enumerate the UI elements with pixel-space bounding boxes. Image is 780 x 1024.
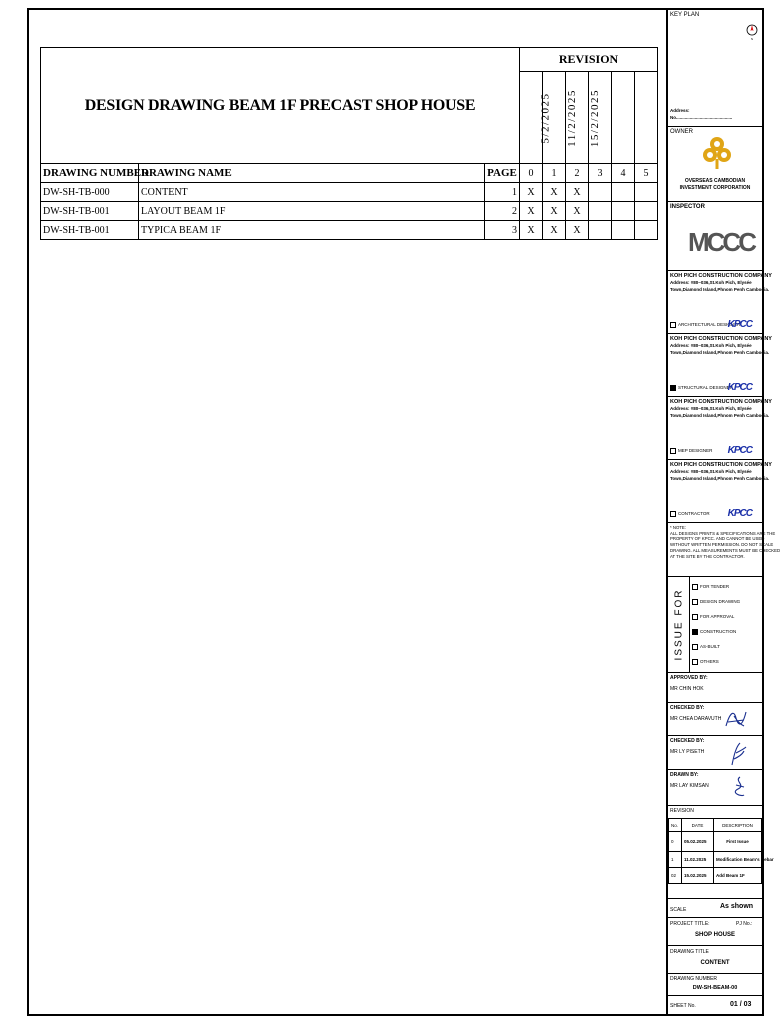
- drawing-number: DW-SH-TB-000: [41, 183, 139, 202]
- rev-mark: X: [566, 202, 589, 221]
- issue-option-approval[interactable]: FOR APPROVAL: [692, 609, 762, 624]
- revision-date-2: 15/2/2025: [566, 72, 589, 164]
- role-mep[interactable]: MEP DESIGNER: [670, 448, 712, 454]
- project-name: SHOP HOUSE: [695, 932, 735, 938]
- drawing-number-block: [668, 974, 762, 996]
- sheet-label: SHEET No.: [670, 1003, 696, 1009]
- role-architectural[interactable]: ARCHITECTURAL DESIGNER: [670, 322, 740, 328]
- rev-mark: [635, 221, 658, 240]
- checked-name: MR LY PISETH: [670, 749, 705, 755]
- rev-mark: [589, 183, 612, 202]
- drawing-index-table: [40, 47, 658, 240]
- kpcc-logo: KPCC: [727, 382, 752, 393]
- drawing-number: DW-SH-TB-001: [41, 202, 139, 221]
- drawing-name: LAYOUT BEAM 1F: [139, 202, 485, 221]
- drawing-number-label: DRAWING NUMBER: [670, 976, 718, 982]
- title-block: [666, 10, 780, 1014]
- col-header-rev: 0: [520, 164, 543, 183]
- issue-for-label: ISSUE FOR: [673, 588, 684, 661]
- drawing-frame: [27, 8, 780, 1016]
- note-line: DRAWING. ALL MEASUREMENTS MUST BE CHECKED: [670, 547, 780, 553]
- company-address-line1: Address: #80~036,St.Koh Pich, Elysée: [670, 343, 752, 348]
- drawing-name: CONTENT: [139, 183, 485, 202]
- drawing-name: TYPICA BEAM 1F: [139, 221, 485, 240]
- owner-logo-icon: [703, 135, 731, 171]
- col-header-rev: 4: [612, 164, 635, 183]
- kpcc-logo: KPCC: [727, 508, 752, 519]
- checkbox-unchecked[interactable]: [692, 614, 698, 620]
- rev-no: 02: [669, 868, 682, 884]
- rev-mark: X: [566, 183, 589, 202]
- company-name: KOH PICH CONSTRUCTION COMPANY: [670, 462, 772, 468]
- key-plan-label: KEY PLAN: [670, 12, 700, 18]
- drawing-number-value: DW-SH-BEAM-00: [692, 985, 738, 991]
- main-area: [29, 10, 666, 1014]
- checkbox-unchecked[interactable]: [692, 659, 698, 665]
- company-block-contractor: [668, 460, 772, 523]
- col-header-name: DRAWING NAME: [139, 164, 485, 183]
- owner-name-line1: OVERSEAS CAMBODIAN: [684, 178, 746, 184]
- issue-option-others[interactable]: OTHERS: [692, 654, 762, 669]
- address-number: No.............................................: [670, 115, 733, 120]
- checkbox-unchecked[interactable]: [670, 511, 676, 517]
- company-address-line2: Town,Diamond Island,Phnom Penh Cambodia.: [670, 475, 770, 481]
- drawn-name: MR LAY KIMSAN: [670, 783, 709, 789]
- col-header-rev: 5: [635, 164, 658, 183]
- svg-text:N: N: [750, 37, 754, 41]
- table-row: [669, 832, 762, 852]
- table-row: [41, 202, 658, 221]
- table-row: [669, 852, 762, 868]
- sheet-block: [668, 996, 762, 1014]
- drawing-title: DESIGN DRAWING BEAM 1F PRECAST SHOP HOUSE: [41, 48, 520, 164]
- company-name: KOH PICH CONSTRUCTION COMPANY: [670, 399, 772, 405]
- revision-header: REVISION: [520, 48, 658, 72]
- approved-label: APPROVED BY:: [670, 675, 708, 681]
- revision-block: [668, 806, 774, 899]
- inspector-logo: MCCC: [688, 227, 754, 257]
- rev-mark: [612, 183, 635, 202]
- kpcc-logo: KPCC: [727, 319, 752, 330]
- rev-date: 15.02.2025: [682, 868, 714, 884]
- revision-date-5: [635, 72, 658, 164]
- company-name: KOH PICH CONSTRUCTION COMPANY: [670, 336, 772, 342]
- col-header-rev: 2: [566, 164, 589, 183]
- drawn-block: [668, 770, 762, 806]
- drawing-title-value: CONTENT: [700, 960, 730, 966]
- note-line: WITHOUT WRITTEN PERMISSION. DO NOT SCALE: [670, 542, 774, 548]
- checkbox-unchecked[interactable]: [692, 599, 698, 605]
- rev-col-description: DESCRIPTION: [714, 819, 762, 832]
- rev-mark: [635, 183, 658, 202]
- checked-name: MR CHEA DARAVUTH: [670, 716, 722, 722]
- revision-date-1: 11/2/2025: [543, 72, 566, 164]
- rev-mark: X: [520, 183, 543, 202]
- rev-col-date: DATE: [682, 819, 714, 832]
- company-name: KOH PICH CONSTRUCTION COMPANY: [670, 273, 772, 279]
- checkbox-checked[interactable]: [692, 629, 698, 635]
- revision-date-0: 5/2/2025: [520, 72, 543, 164]
- note-block: [668, 523, 780, 577]
- revision-label: REVISION: [670, 808, 694, 814]
- issue-for-options: [692, 579, 762, 669]
- company-address-line1: Address: #80~036,St.Koh Pich, Elysée: [670, 406, 752, 411]
- checkbox-unchecked[interactable]: [692, 644, 698, 650]
- rev-description: First Issue: [714, 832, 762, 852]
- note-line: PROPERTY OF KPCC. AND CANNOT BE USED: [670, 536, 765, 542]
- checkbox-unchecked[interactable]: [670, 448, 676, 454]
- rev-mark: [612, 202, 635, 221]
- issue-for-label-cell: [668, 577, 690, 672]
- company-block-architectural: [668, 271, 772, 334]
- rev-mark: X: [543, 183, 566, 202]
- rev-date: 11.02.2025: [682, 852, 714, 868]
- note-line: AT THE SITE BY THE CONTRACTOR.: [670, 553, 745, 559]
- owner-block: [668, 127, 762, 202]
- pj-no-label: PJ No.:: [736, 921, 753, 927]
- project-title-label: PROJECT TITLE:: [670, 921, 710, 927]
- signature-icon: [732, 775, 748, 799]
- rev-mark: X: [543, 202, 566, 221]
- checkbox-unchecked[interactable]: [692, 584, 698, 590]
- inspector-label: INSPECTOR: [670, 204, 705, 210]
- signature-icon: [728, 741, 748, 767]
- owner-label: OWNER: [670, 129, 693, 135]
- company-block-structural: [668, 334, 772, 397]
- table-row: [41, 183, 658, 202]
- company-address-line2: Town,Diamond Island,Phnom Penh Cambodia.: [670, 286, 770, 292]
- rev-mark: X: [566, 221, 589, 240]
- checkbox-unchecked[interactable]: [670, 322, 676, 328]
- drawing-number: DW-SH-TB-001: [41, 221, 139, 240]
- drawing-title-block: [668, 946, 762, 974]
- checkbox-checked[interactable]: [670, 385, 676, 391]
- scale-block: [668, 899, 762, 918]
- role-structural[interactable]: STRUCTURAL DESIGNER: [670, 385, 733, 391]
- checked-block-2: [668, 736, 762, 770]
- page-number: 2: [485, 202, 520, 221]
- rev-description: Add Beam 1F: [714, 868, 762, 884]
- issue-option-tender[interactable]: FOR TENDER: [692, 579, 762, 594]
- company-address-line1: Address: #80~036,St.Koh Pich, Elysée: [670, 280, 752, 285]
- drawing-title-label: DRAWING TITLE: [670, 949, 709, 955]
- inspector-block: [668, 202, 762, 271]
- revision-table: [668, 818, 774, 884]
- address-label: Address:: [670, 108, 690, 113]
- rev-mark: [589, 221, 612, 240]
- col-header-number: DRAWING NUMBER: [41, 164, 139, 183]
- rev-mark: [635, 202, 658, 221]
- scale-label: SCALE: [670, 907, 687, 913]
- signature-icon: [724, 708, 748, 730]
- issue-option-design[interactable]: DESIGN DRAWING: [692, 594, 762, 609]
- issue-option-construction[interactable]: CONSTRUCTION: [692, 624, 762, 639]
- scale-value: As shown: [720, 903, 754, 910]
- company-block-mep: [668, 397, 772, 460]
- kpcc-logo: KPCC: [727, 445, 752, 456]
- key-plan-block: [668, 10, 762, 127]
- rev-mark: X: [520, 221, 543, 240]
- checked-label: CHECKED BY:: [670, 738, 705, 744]
- company-address-line2: Town,Diamond Island,Phnom Penh Cambodia.: [670, 412, 770, 418]
- issue-for-block: [668, 577, 762, 673]
- rev-date: 05.02.2025: [682, 832, 714, 852]
- rev-description: Modification Beam's Rebar: [714, 852, 762, 868]
- sheet-value: 01 / 03: [730, 1001, 752, 1008]
- company-address-line2: Town,Diamond Island,Phnom Penh Cambodia.: [670, 349, 770, 355]
- checked-label: CHECKED BY:: [670, 705, 705, 711]
- note-line: ALL DESIGNS PRINTS & SPECIFICATIONS ARE THE: [670, 530, 776, 536]
- checked-block-1: [668, 703, 762, 736]
- role-contractor[interactable]: CONTRACTOR: [670, 511, 710, 517]
- revision-date-4: [612, 72, 635, 164]
- approved-name: MR CHIN HOK: [670, 686, 704, 692]
- owner-name-line2: INVESTMENT CORPORATION: [679, 185, 751, 191]
- page-number: 3: [485, 221, 520, 240]
- rev-mark: X: [520, 202, 543, 221]
- rev-mark: [612, 221, 635, 240]
- rev-mark: [589, 202, 612, 221]
- issue-option-asbuilt[interactable]: AS-BUILT: [692, 639, 762, 654]
- page-number: 1: [485, 183, 520, 202]
- company-address-line1: Address: #80~036,St.Koh Pich, Elysée: [670, 469, 752, 474]
- rev-no: 0: [669, 832, 682, 852]
- rev-no: 1: [669, 852, 682, 868]
- drawn-label: DRAWN BY:: [670, 772, 699, 778]
- project-block: [668, 918, 762, 946]
- col-header-rev: 1: [543, 164, 566, 183]
- note-line: * NOTE:: [670, 525, 686, 530]
- rev-col-no: No.: [669, 819, 682, 832]
- rev-mark: X: [543, 221, 566, 240]
- north-arrow-icon: [746, 22, 758, 42]
- approved-block: [668, 673, 762, 703]
- table-row: [669, 868, 762, 884]
- table-row: [41, 221, 658, 240]
- col-header-rev: 3: [589, 164, 612, 183]
- col-header-page: PAGE: [485, 164, 520, 183]
